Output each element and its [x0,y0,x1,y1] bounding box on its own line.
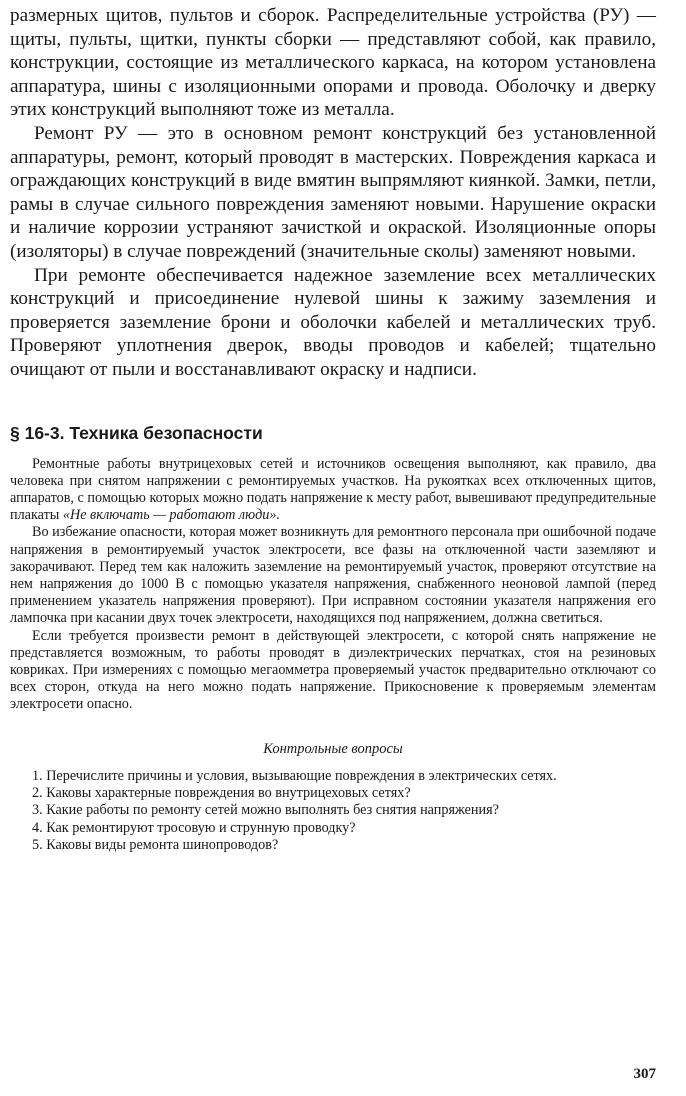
safety-paragraph-2: Во избежание опасности, которая может возникнуть для ремонтного персонала при ошибочной подаче напряжения в ремонтируемый участок электросети, все фазы на отключенной части заземляют и закорачивают. Перед тем как наложить заземление на ремонтируемый участок, проверяют отсутствие на нем напряжения до 1000 В с помощью указателя напряжения, снабженного неоновой лампой (перед применением указатель напряжения проверяют). При исправном состоянии указателя напряжения его лампочка при касании двух точек электросети, находящихся под напряжением, должна светиться. [10,524,656,627]
section-heading: § 16-3. Техника безопасности [10,422,263,443]
safety-paragraph-1 [10,456,656,525]
paragraph-grounding: При ремонте обеспечивается надежное заземление всех металлических конструкций и присоединение нулевой шины к зажиму заземления и проверяется заземление брони и оболочки кабелей и металлических труб. Проверяют уплотнения дверок, вводы проводов и кабелей; тщательно очищают от пыли и восстанавливают окраску и надписи. [10,264,656,380]
questions-list [10,768,656,855]
warning-poster-text: «Не включать — работают люди». [62,507,281,524]
repair-text [10,4,656,382]
book-page [10,4,656,855]
safety-paragraph-3: Если требуется произвести ремонт в действующей электросети, с которой снять напряжение не представляется возможным, то работы проводят в диэлектрических перчатках, стоя на резиновых ковриках. При измерениях с помощью мегаомметра проверяемый участок предварительно отключают со всех сторон, откуда на него можно подать напряжение. Прикосновение к проверяемым элементам электросети опасно. [10,627,656,713]
page-number: 307 [633,1066,656,1082]
question-item: 3. Какие работы по ремонту сетей можно выполнять без снятия напряжения? [32,802,499,819]
question-item: 5. Каковы виды ремонта шинопроводов? [32,837,279,854]
safety-p1-text: Ремонтные работы внутрицеховых сетей и источников освещения выполняют, как правило, два человека при снятом напряжении с ремонтируемых участков. На рукоятках всех отключенных щитов, аппаратов, с помощью которых можно подать напряжение к месту работ, вывешивают предупредительные плакаты [10,455,656,524]
question-item: 2. Каковы характерные повреждения во внутрицеховых сетях? [32,784,411,801]
paragraph-ru-repair: Ремонт РУ — это в основном ремонт конструкций без установленной аппаратуры, ремонт, который проводят в мастерских. Повреждения каркаса и ограждающих конструкций в виде вмятин выпрямляют киянкой. Замки, петли, рамы в случае сильного повреждения заменяют новыми. Нарушение окраски и наличие коррозии устраняют зачисткой и окраской. Изоляционные опоры (изоляторы) в случае повреждений (значительные сколы) заменяют новыми. [10,122,656,262]
safety-section [10,456,656,714]
paragraph-ru-description: размерных щитов, пультов и сборок. Распределительные устройства (РУ) — щиты, пульты, щитки, пункты сборки — представляют собой, как правило, конструкции, состоящие из металлического каркаса, на котором установлена аппаратура, шины с изоляционными опорами и провода. Оболочку и дверку этих конструкций выполняют тоже из металла. [10,5,656,121]
question-item: 4. Как ремонтируют тросовую и струнную проводку? [32,819,356,836]
questions-title: Контрольные вопросы [263,740,403,757]
question-item: 1. Перечислите причины и условия, вызывающие повреждения в электрических сетях. [32,767,557,784]
